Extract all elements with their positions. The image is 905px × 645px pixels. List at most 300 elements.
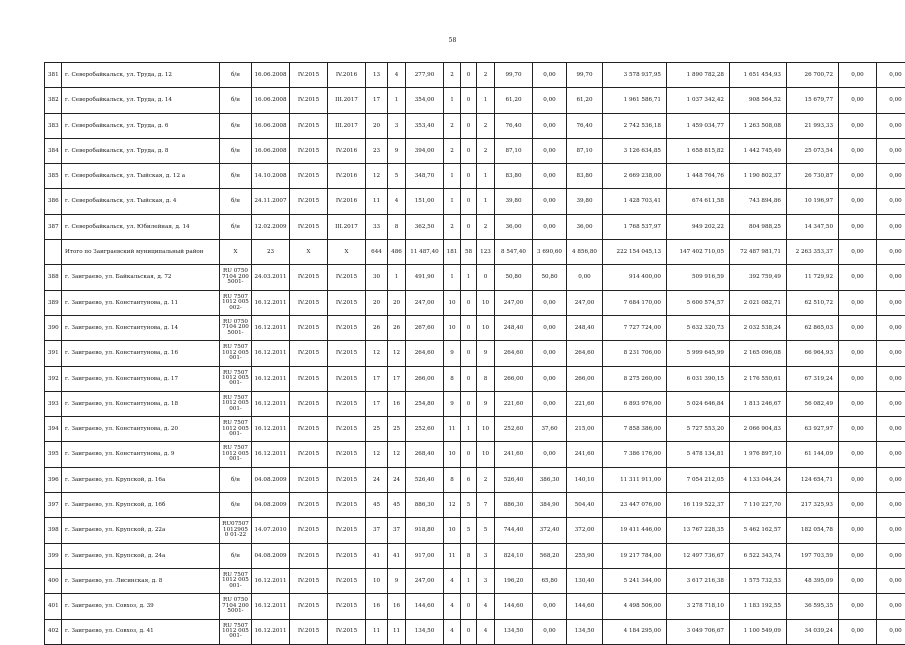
residents-total-cell: 41 — [366, 543, 388, 568]
cost-total-cell: 4 498 506,00 — [603, 594, 667, 619]
apartments-total-cell: 4 — [444, 594, 461, 619]
cost-extra-cell: 0,00 — [839, 391, 877, 416]
permit-date-cell: 16.12.2011 — [252, 341, 290, 366]
relocation-area-municipal-cell: 144,60 — [567, 594, 603, 619]
table-row — [45, 164, 905, 189]
cost-extra-cell: 0,00 — [839, 619, 877, 644]
cost-federal-fund-cell: 6 031 390,15 — [667, 366, 730, 391]
apartments-total-cell: 12 — [444, 493, 461, 518]
relocation-area-owned-cell: 0,00 — [533, 366, 567, 391]
planned-start-cell: IV.2015 — [290, 442, 328, 467]
apartments-owned-cell: 0 — [461, 315, 477, 340]
planned-start-cell: IV.2015 — [290, 315, 328, 340]
address-cell: г. Заиграево, ул. Крупской, д. 16а — [62, 467, 220, 492]
cost-other-cell: 0,00 — [877, 214, 905, 239]
residents-total-cell: 20 — [366, 290, 388, 315]
area-total-cell: 394,00 — [406, 138, 444, 163]
cost-local-budget-cell: 63 927,97 — [787, 417, 839, 442]
cost-regional-budget-cell: 1 442 745,49 — [730, 138, 787, 163]
planned-start-cell: IV.2015 — [290, 138, 328, 163]
address-cell: г. Заиграево, ул. Совхоз, д. 39 — [62, 594, 220, 619]
residents-total-cell: 33 — [366, 214, 388, 239]
relocation-area-owned-cell: 0,00 — [533, 594, 567, 619]
cost-extra-cell: 0,00 — [839, 113, 877, 138]
address-cell: г. Заиграево, ул. Крупской, д. 22а — [62, 518, 220, 543]
residents-total-cell: 24 — [366, 467, 388, 492]
cost-local-budget-cell: 25 073,54 — [787, 138, 839, 163]
table-row — [45, 442, 905, 467]
apartments-municipal-cell: 10 — [477, 417, 495, 442]
permit-number-cell: RU 07507104 2005001- — [220, 265, 252, 290]
permit-number-cell: б/н — [220, 189, 252, 214]
apartments-owned-cell: 1 — [461, 265, 477, 290]
apartments-owned-cell: 0 — [461, 113, 477, 138]
table-row — [45, 391, 905, 416]
cost-federal-fund-cell: 5 478 134,81 — [667, 442, 730, 467]
cost-regional-budget-cell: 72 487 981,71 — [730, 240, 787, 265]
table-row — [45, 366, 905, 391]
apartments-owned-cell: 0 — [461, 138, 477, 163]
permit-date-cell: 16.12.2011 — [252, 619, 290, 644]
residents-relocated-cell: 45 — [388, 493, 406, 518]
cost-extra-cell: 0,00 — [839, 442, 877, 467]
area-total-cell: 134,50 — [406, 619, 444, 644]
cost-regional-budget-cell: 7 110 227,70 — [730, 493, 787, 518]
planned-end-cell: X — [328, 240, 366, 265]
planned-end-cell: IV.2015 — [328, 265, 366, 290]
cost-other-cell: 0,00 — [877, 594, 905, 619]
apartments-owned-cell: 1 — [461, 568, 477, 593]
area-total-cell: 11 487,40 — [406, 240, 444, 265]
cost-total-cell: 3 578 937,95 — [603, 63, 667, 88]
relocation-area-municipal-cell: 266,00 — [567, 366, 603, 391]
planned-end-cell: IV.2015 — [328, 493, 366, 518]
apartments-municipal-cell: 3 — [477, 568, 495, 593]
residents-total-cell: 12 — [366, 341, 388, 366]
residents-total-cell: 17 — [366, 366, 388, 391]
cost-total-cell: 19 411 446,00 — [603, 518, 667, 543]
row-number-cell: 386 — [45, 189, 62, 214]
row-number-cell: 402 — [45, 619, 62, 644]
permit-date-cell: 16.12.2011 — [252, 594, 290, 619]
apartments-total-cell: 10 — [444, 290, 461, 315]
relocation-area-owned-cell: 3 690,60 — [533, 240, 567, 265]
address-cell: г. Заиграево, ул. Константунова, д. 17 — [62, 366, 220, 391]
cost-other-cell: 0,00 — [877, 417, 905, 442]
planned-end-cell: IV.2015 — [328, 391, 366, 416]
planned-start-cell: IV.2015 — [290, 417, 328, 442]
relocation-area-total-cell: 8 547,40 — [495, 240, 533, 265]
cost-other-cell: 0,00 — [877, 341, 905, 366]
relocation-area-owned-cell: 0,00 — [533, 315, 567, 340]
cost-local-budget-cell: 62 510,72 — [787, 290, 839, 315]
relocation-area-municipal-cell: 255,90 — [567, 543, 603, 568]
cost-regional-budget-cell: 1 976 897,10 — [730, 442, 787, 467]
cost-other-cell: 0,00 — [877, 290, 905, 315]
permit-number-cell: RU 75071012 005001- — [220, 417, 252, 442]
address-cell: г. Северобайкальск, ул. Труда, д. 12 — [62, 63, 220, 88]
cost-other-cell: 0,00 — [877, 138, 905, 163]
apartments-total-cell: 10 — [444, 518, 461, 543]
cost-regional-budget-cell: 1 575 732,53 — [730, 568, 787, 593]
cost-regional-budget-cell: 392 759,49 — [730, 265, 787, 290]
apartments-municipal-cell: 10 — [477, 290, 495, 315]
apartments-total-cell: 1 — [444, 164, 461, 189]
apartments-owned-cell: 0 — [461, 341, 477, 366]
relocation-area-municipal-cell: 36,00 — [567, 214, 603, 239]
cost-federal-fund-cell: 5 727 553,20 — [667, 417, 730, 442]
cost-regional-budget-cell: 908 564,52 — [730, 88, 787, 113]
cost-extra-cell: 0,00 — [839, 493, 877, 518]
apartments-owned-cell: 5 — [461, 493, 477, 518]
relocation-area-total-cell: 99,70 — [495, 63, 533, 88]
row-number-cell: 392 — [45, 366, 62, 391]
relocation-area-owned-cell: 0,00 — [533, 442, 567, 467]
planned-end-cell: IV.2015 — [328, 290, 366, 315]
apartments-municipal-cell: 4 — [477, 619, 495, 644]
planned-end-cell: IV.2015 — [328, 518, 366, 543]
row-number-cell: 393 — [45, 391, 62, 416]
residents-relocated-cell: 9 — [388, 568, 406, 593]
row-number-cell: 388 — [45, 265, 62, 290]
planned-end-cell: IV.2015 — [328, 341, 366, 366]
address-cell: г. Северобайкальск, ул. Труда, д. 8 — [62, 138, 220, 163]
cost-other-cell: 0,00 — [877, 391, 905, 416]
permit-number-cell: RU 07507104 2005001- — [220, 594, 252, 619]
address-cell: г. Заиграево, ул. Совхоз, д. 41 — [62, 619, 220, 644]
planned-end-cell: III.2017 — [328, 113, 366, 138]
relocation-area-owned-cell: 65,80 — [533, 568, 567, 593]
relocation-area-total-cell: 87,10 — [495, 138, 533, 163]
permit-date-cell: 16.12.2011 — [252, 290, 290, 315]
cost-extra-cell: 0,00 — [839, 265, 877, 290]
row-number-cell: 396 — [45, 467, 62, 492]
residents-relocated-cell: 1 — [388, 88, 406, 113]
apartments-municipal-cell: 10 — [477, 315, 495, 340]
permit-date-cell: 24.03.2011 — [252, 265, 290, 290]
apartments-owned-cell: 0 — [461, 594, 477, 619]
address-cell: г. Северобайкальск, ул. Тыйская, д. 4 — [62, 189, 220, 214]
planned-end-cell: IV.2015 — [328, 315, 366, 340]
row-number-cell: 399 — [45, 543, 62, 568]
relocation-area-owned-cell: 386,30 — [533, 467, 567, 492]
planned-end-cell: IV.2015 — [328, 543, 366, 568]
permit-date-cell: 24.11.2007 — [252, 189, 290, 214]
cost-local-budget-cell: 66 964,93 — [787, 341, 839, 366]
area-total-cell: 526,40 — [406, 467, 444, 492]
cost-extra-cell: 0,00 — [839, 341, 877, 366]
relocation-area-municipal-cell: 61,20 — [567, 88, 603, 113]
table-row — [45, 543, 905, 568]
residents-relocated-cell: 17 — [388, 366, 406, 391]
cost-extra-cell: 0,00 — [839, 315, 877, 340]
permit-number-cell: б/н — [220, 113, 252, 138]
cost-extra-cell: 0,00 — [839, 189, 877, 214]
table-row — [45, 467, 905, 492]
row-number-cell: 383 — [45, 113, 62, 138]
cost-local-budget-cell: 26 700,72 — [787, 63, 839, 88]
relocation-area-municipal-cell: 0,00 — [567, 265, 603, 290]
cost-regional-budget-cell: 5 462 162,57 — [730, 518, 787, 543]
cost-local-budget-cell: 67 319,24 — [787, 366, 839, 391]
cost-other-cell: 0,00 — [877, 366, 905, 391]
cost-federal-fund-cell: 16 119 522,37 — [667, 493, 730, 518]
apartments-municipal-cell: 3 — [477, 543, 495, 568]
area-total-cell: 151,00 — [406, 189, 444, 214]
address-cell: г. Северобайкальск, ул. Тыйская, д. 12 а — [62, 164, 220, 189]
cost-total-cell: 7 386 176,00 — [603, 442, 667, 467]
residents-total-cell: 17 — [366, 391, 388, 416]
relocation-area-owned-cell: 0,00 — [533, 88, 567, 113]
cost-other-cell: 0,00 — [877, 543, 905, 568]
relocation-area-owned-cell: 0,00 — [533, 164, 567, 189]
area-total-cell: 491,90 — [406, 265, 444, 290]
apartments-owned-cell: 0 — [461, 619, 477, 644]
table-row — [45, 417, 905, 442]
cost-regional-budget-cell: 1 263 508,08 — [730, 113, 787, 138]
address-cell: г. Заиграево, ул. Константунова, д. 9 — [62, 442, 220, 467]
relocation-area-owned-cell: 0,00 — [533, 214, 567, 239]
row-number-cell: 381 — [45, 63, 62, 88]
address-cell: г. Заиграево, ул. Лисинская, д. 8 — [62, 568, 220, 593]
apartments-municipal-cell: 0 — [477, 265, 495, 290]
residents-relocated-cell: 5 — [388, 164, 406, 189]
cost-regional-budget-cell: 2 032 538,24 — [730, 315, 787, 340]
permit-date-cell: 04.08.2009 — [252, 467, 290, 492]
planned-end-cell: IV.2015 — [328, 568, 366, 593]
permit-number-cell: RU07507 10129050 01-22 — [220, 518, 252, 543]
cost-extra-cell: 0,00 — [839, 63, 877, 88]
apartments-municipal-cell: 5 — [477, 518, 495, 543]
residents-relocated-cell: 16 — [388, 391, 406, 416]
apartments-total-cell: 1 — [444, 189, 461, 214]
table-row — [45, 214, 905, 239]
cost-other-cell: 0,00 — [877, 315, 905, 340]
cost-total-cell: 8 231 706,00 — [603, 341, 667, 366]
cost-total-cell: 19 217 784,00 — [603, 543, 667, 568]
apartments-owned-cell: 0 — [461, 88, 477, 113]
cost-regional-budget-cell: 4 133 044,24 — [730, 467, 787, 492]
cost-local-budget-cell: 217 325,93 — [787, 493, 839, 518]
planned-end-cell: III.2017 — [328, 214, 366, 239]
cost-other-cell: 0,00 — [877, 518, 905, 543]
area-total-cell: 353,40 — [406, 113, 444, 138]
cost-regional-budget-cell: 1 100 549,09 — [730, 619, 787, 644]
cost-total-cell: 2 742 536,18 — [603, 113, 667, 138]
relocation-area-municipal-cell: 87,10 — [567, 138, 603, 163]
apartments-municipal-cell: 1 — [477, 164, 495, 189]
table-row — [45, 189, 905, 214]
apartments-owned-cell: 0 — [461, 189, 477, 214]
planned-start-cell: IV.2015 — [290, 164, 328, 189]
residents-relocated-cell: 4 — [388, 189, 406, 214]
apartments-total-cell: 11 — [444, 417, 461, 442]
apartments-total-cell: 2 — [444, 214, 461, 239]
table-row — [45, 493, 905, 518]
residents-relocated-cell: 20 — [388, 290, 406, 315]
cost-extra-cell: 0,00 — [839, 568, 877, 593]
permit-number-cell: б/н — [220, 164, 252, 189]
apartments-total-cell: 4 — [444, 619, 461, 644]
cost-extra-cell: 0,00 — [839, 214, 877, 239]
area-total-cell: 247,00 — [406, 290, 444, 315]
row-number-cell: 387 — [45, 214, 62, 239]
residents-total-cell: 20 — [366, 113, 388, 138]
cost-federal-fund-cell: 1 658 815,82 — [667, 138, 730, 163]
residents-total-cell: 10 — [366, 568, 388, 593]
apartments-municipal-cell: 9 — [477, 391, 495, 416]
cost-other-cell: 0,00 — [877, 164, 905, 189]
cost-extra-cell: 0,00 — [839, 594, 877, 619]
permit-number-cell: б/н — [220, 88, 252, 113]
apartments-total-cell: 11 — [444, 543, 461, 568]
apartments-municipal-cell: 2 — [477, 467, 495, 492]
apartments-municipal-cell: 8 — [477, 366, 495, 391]
cost-federal-fund-cell: 12 497 736,67 — [667, 543, 730, 568]
table-row — [45, 568, 905, 593]
cost-regional-budget-cell: 1 183 192,55 — [730, 594, 787, 619]
relocation-area-total-cell: 247,00 — [495, 290, 533, 315]
planned-start-cell: IV.2015 — [290, 63, 328, 88]
residents-relocated-cell: 4 — [388, 63, 406, 88]
page-number: 58 — [0, 37, 905, 44]
table-row — [45, 240, 905, 265]
address-cell: г. Заиграево, ул. Константунова, д. 16 — [62, 341, 220, 366]
relocation-area-owned-cell: 384,90 — [533, 493, 567, 518]
permit-number-cell: RU 75071012 005001- — [220, 391, 252, 416]
cost-local-budget-cell: 26 730,87 — [787, 164, 839, 189]
planned-end-cell: IV.2015 — [328, 417, 366, 442]
area-total-cell: 918,80 — [406, 518, 444, 543]
apartments-total-cell: 1 — [444, 88, 461, 113]
cost-federal-fund-cell: 147 402 710,05 — [667, 240, 730, 265]
residents-relocated-cell: 37 — [388, 518, 406, 543]
cost-other-cell: 0,00 — [877, 265, 905, 290]
apartments-municipal-cell: 1 — [477, 88, 495, 113]
relocation-area-owned-cell: 0,00 — [533, 341, 567, 366]
planned-end-cell: IV.2015 — [328, 467, 366, 492]
planned-end-cell: III.2017 — [328, 88, 366, 113]
relocation-area-municipal-cell: 264,60 — [567, 341, 603, 366]
relocation-area-total-cell: 221,60 — [495, 391, 533, 416]
cost-extra-cell: 0,00 — [839, 290, 877, 315]
relocation-area-municipal-cell: 248,40 — [567, 315, 603, 340]
table-row — [45, 138, 905, 163]
residents-total-cell: 23 — [366, 138, 388, 163]
apartments-owned-cell: 0 — [461, 442, 477, 467]
apartments-total-cell: 10 — [444, 315, 461, 340]
planned-start-cell: IV.2015 — [290, 366, 328, 391]
apartments-total-cell: 2 — [444, 113, 461, 138]
row-number-cell: 391 — [45, 341, 62, 366]
apartments-owned-cell: 0 — [461, 290, 477, 315]
relocation-area-total-cell: 886,30 — [495, 493, 533, 518]
apartments-owned-cell: 0 — [461, 164, 477, 189]
relocation-area-total-cell: 50,80 — [495, 265, 533, 290]
cost-total-cell: 8 275 260,00 — [603, 366, 667, 391]
cost-total-cell: 2 669 238,00 — [603, 164, 667, 189]
permit-date-cell: 16.12.2011 — [252, 315, 290, 340]
cost-federal-fund-cell: 7 054 212,05 — [667, 467, 730, 492]
permit-number-cell: RU 75071012 005002- — [220, 290, 252, 315]
cost-local-budget-cell: 61 144,09 — [787, 442, 839, 467]
apartments-municipal-cell: 10 — [477, 442, 495, 467]
apartments-owned-cell: 0 — [461, 366, 477, 391]
permit-date-cell: 16.12.2011 — [252, 391, 290, 416]
apartments-total-cell: 8 — [444, 467, 461, 492]
permit-date-cell: 23 — [252, 240, 290, 265]
residents-relocated-cell: 25 — [388, 417, 406, 442]
row-number-cell: 389 — [45, 290, 62, 315]
planned-end-cell: IV.2015 — [328, 366, 366, 391]
cost-extra-cell: 0,00 — [839, 138, 877, 163]
row-number-cell: 394 — [45, 417, 62, 442]
cost-regional-budget-cell: 6 522 343,74 — [730, 543, 787, 568]
area-total-cell: 254,80 — [406, 391, 444, 416]
cost-federal-fund-cell: 5 632 320,73 — [667, 315, 730, 340]
residents-total-cell: 12 — [366, 442, 388, 467]
cost-federal-fund-cell: 949 202,22 — [667, 214, 730, 239]
residents-relocated-cell: 486 — [388, 240, 406, 265]
relocation-area-total-cell: 824,10 — [495, 543, 533, 568]
cost-local-budget-cell: 11 729,92 — [787, 265, 839, 290]
cost-federal-fund-cell: 1 890 782,28 — [667, 63, 730, 88]
area-total-cell: 266,00 — [406, 366, 444, 391]
cost-other-cell: 0,00 — [877, 240, 905, 265]
apartments-municipal-cell: 1 — [477, 189, 495, 214]
apartments-total-cell: 2 — [444, 63, 461, 88]
relocation-area-owned-cell: 0,00 — [533, 63, 567, 88]
cost-total-cell: 1 961 586,71 — [603, 88, 667, 113]
relocation-area-total-cell: 83,80 — [495, 164, 533, 189]
relocation-area-total-cell: 744,40 — [495, 518, 533, 543]
cost-federal-fund-cell: 5 600 574,57 — [667, 290, 730, 315]
planned-end-cell: IV.2016 — [328, 189, 366, 214]
planned-end-cell: IV.2016 — [328, 63, 366, 88]
residents-relocated-cell: 1 — [388, 265, 406, 290]
relocation-area-municipal-cell: 83,80 — [567, 164, 603, 189]
address-cell: г. Заиграево, ул. Константунова, д. 14 — [62, 315, 220, 340]
planned-start-cell: IV.2015 — [290, 214, 328, 239]
residents-total-cell: 16 — [366, 594, 388, 619]
cost-regional-budget-cell: 2 021 082,71 — [730, 290, 787, 315]
table-row — [45, 290, 905, 315]
residents-total-cell: 11 — [366, 189, 388, 214]
relocation-area-owned-cell: 50,80 — [533, 265, 567, 290]
relocation-area-owned-cell: 568,20 — [533, 543, 567, 568]
address-cell: г. Заиграево, ул. Константунова, д. 18 — [62, 391, 220, 416]
permit-number-cell: RU 75071012 005001- — [220, 442, 252, 467]
planned-end-cell: IV.2016 — [328, 138, 366, 163]
planned-start-cell: IV.2015 — [290, 265, 328, 290]
cost-local-budget-cell: 62 865,03 — [787, 315, 839, 340]
cost-total-cell: 7 684 170,00 — [603, 290, 667, 315]
cost-federal-fund-cell: 3 278 718,10 — [667, 594, 730, 619]
permit-number-cell: б/н — [220, 493, 252, 518]
row-number-cell: 395 — [45, 442, 62, 467]
cost-local-budget-cell: 56 082,49 — [787, 391, 839, 416]
cost-federal-fund-cell: 3 617 216,38 — [667, 568, 730, 593]
row-number-cell: 400 — [45, 568, 62, 593]
relocation-area-municipal-cell: 140,10 — [567, 467, 603, 492]
relocation-area-municipal-cell: 134,50 — [567, 619, 603, 644]
cost-local-budget-cell: 21 993,33 — [787, 113, 839, 138]
cost-local-budget-cell: 197 703,59 — [787, 543, 839, 568]
cost-other-cell: 0,00 — [877, 619, 905, 644]
area-total-cell: 144,60 — [406, 594, 444, 619]
relocation-area-municipal-cell: 215,00 — [567, 417, 603, 442]
apartments-owned-cell: 6 — [461, 467, 477, 492]
